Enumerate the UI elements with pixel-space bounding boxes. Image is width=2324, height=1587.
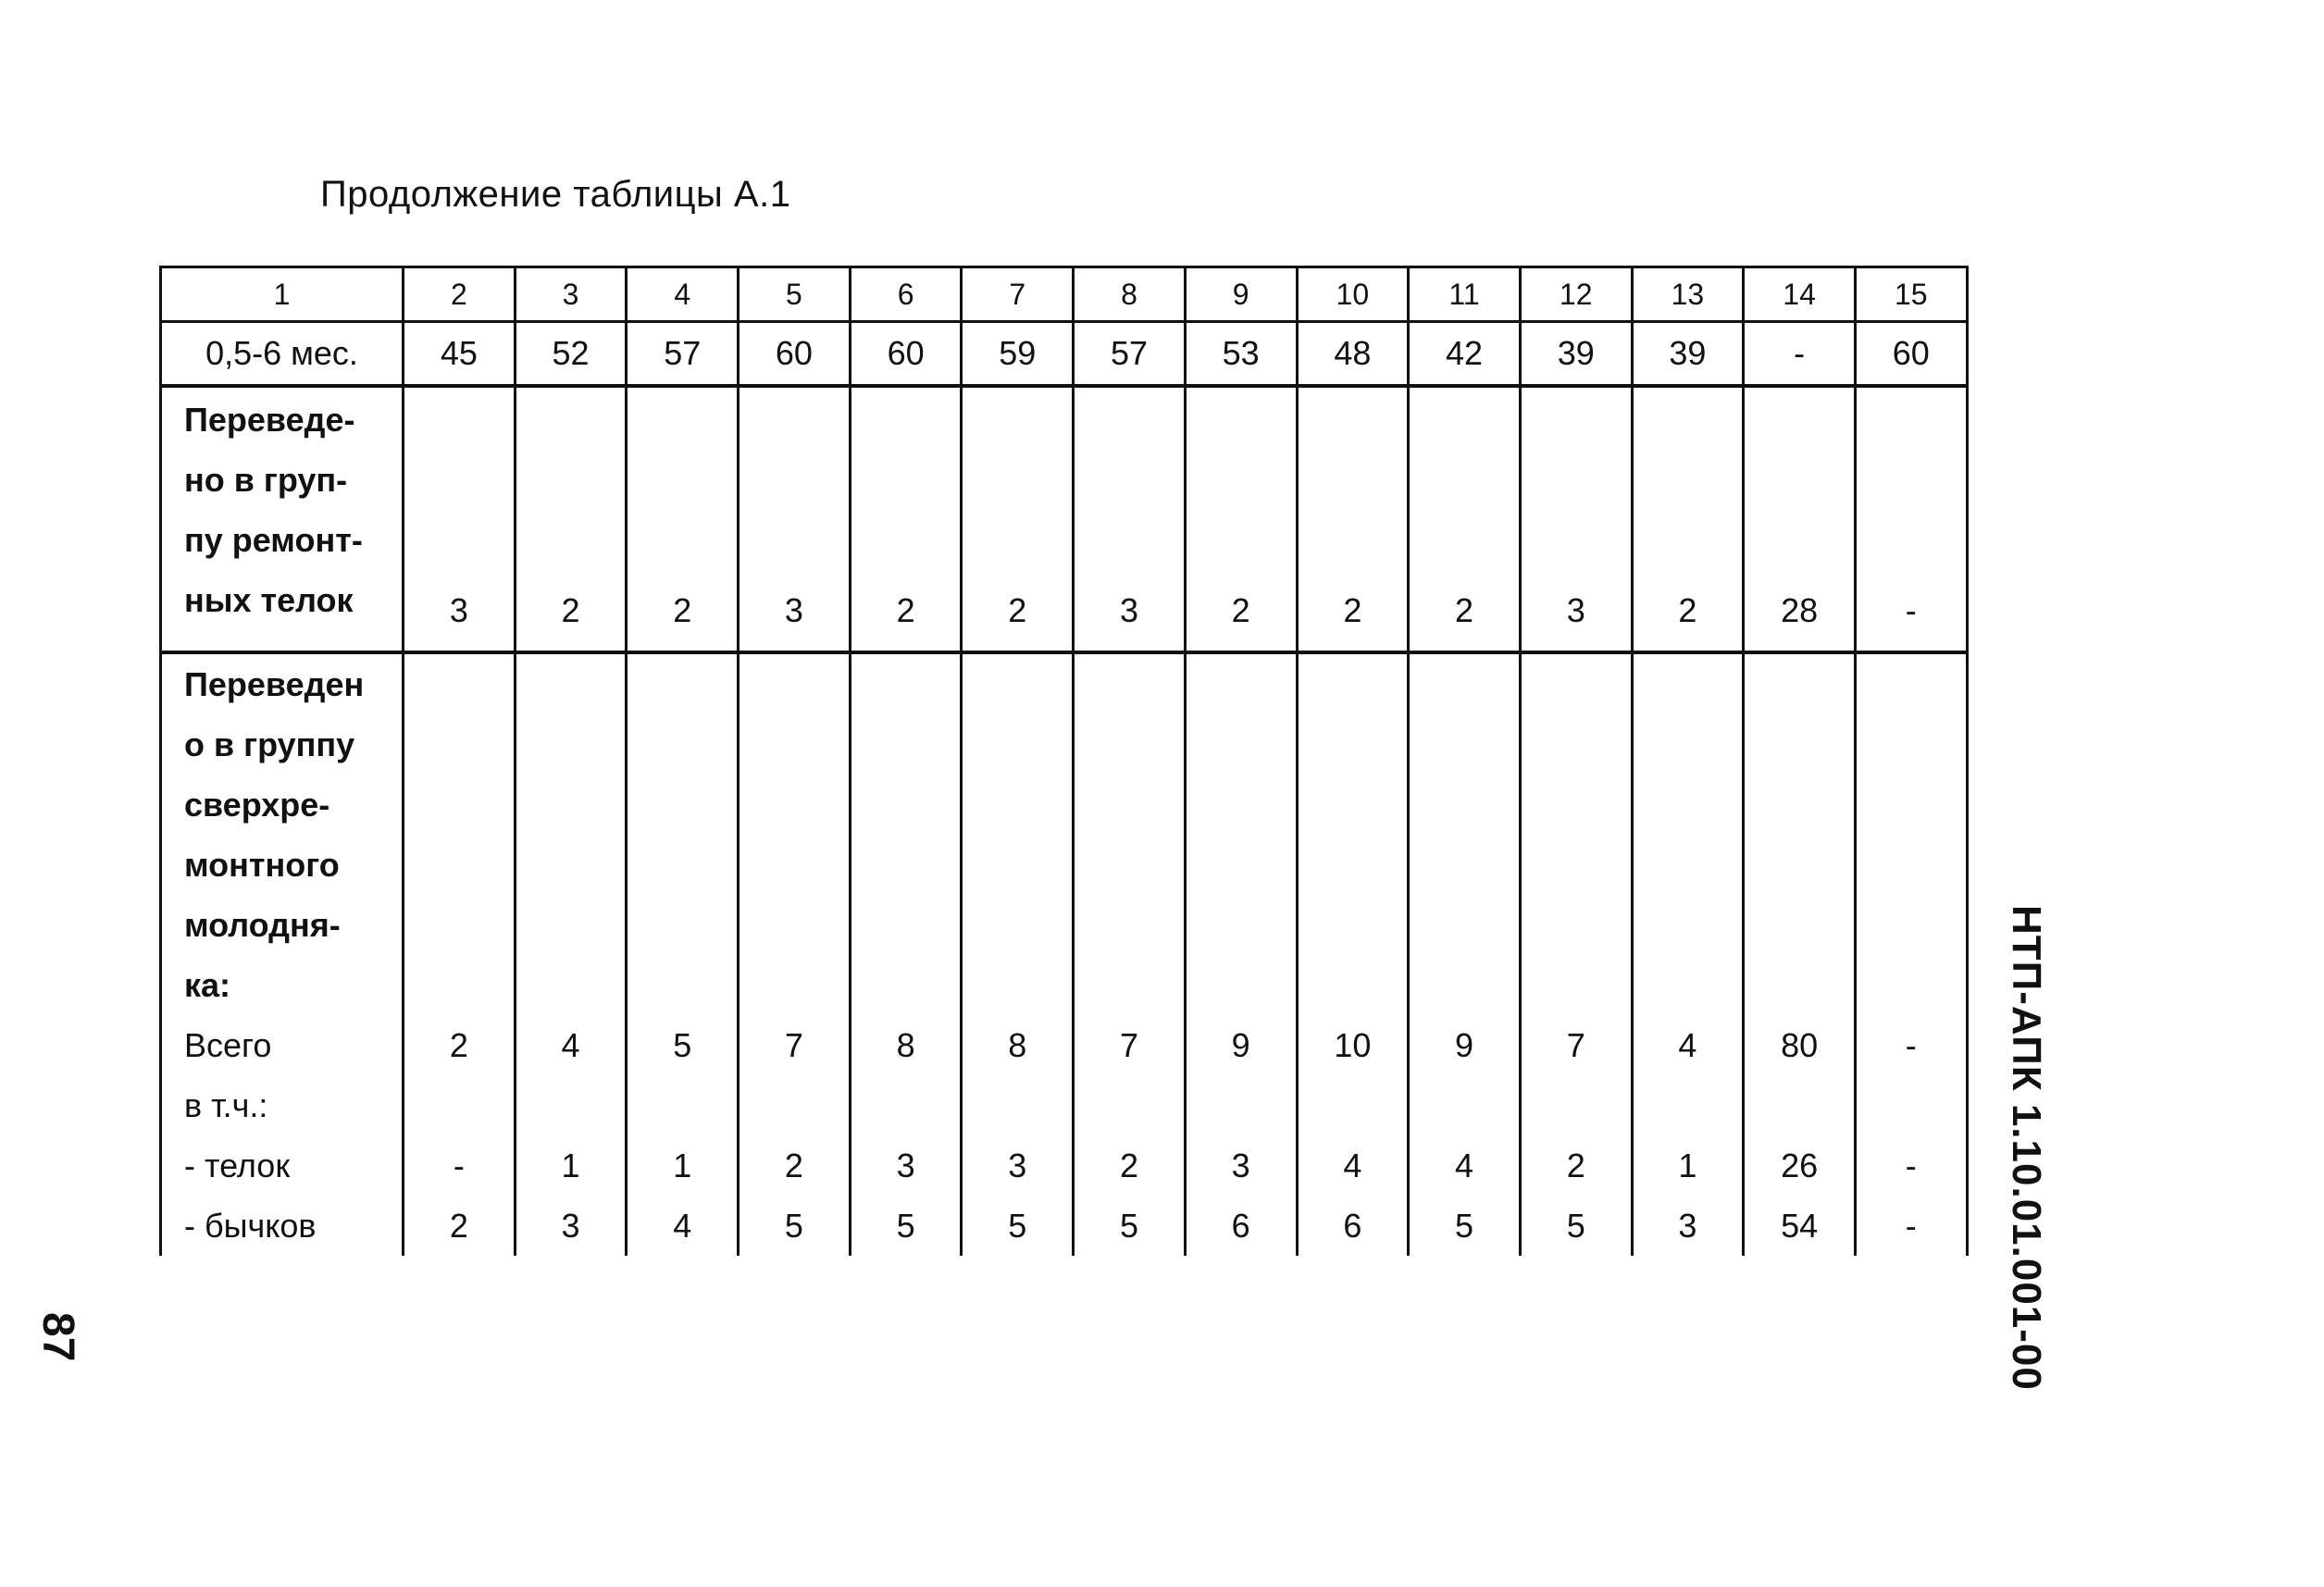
- row-label-line: Переведе-: [184, 401, 355, 439]
- heifers-label: - телок: [184, 1147, 291, 1184]
- table-cell: [1744, 652, 1856, 1256]
- table-cell: [1855, 652, 1967, 1256]
- table-row-heifers-transfer: [161, 386, 1968, 652]
- row-label-line: о в группу: [184, 725, 355, 763]
- bulls-value: 5: [1008, 1207, 1027, 1245]
- row-label-line: ных телок: [184, 581, 354, 619]
- table-cell: [1409, 652, 1521, 1256]
- total-value: 9: [1455, 1026, 1474, 1064]
- table-cell: 2: [515, 386, 627, 652]
- table-cell: 2: [1185, 386, 1297, 652]
- row-label: [161, 386, 404, 652]
- table-row-age: [161, 322, 1968, 387]
- heifers-value: -: [453, 1147, 465, 1184]
- row-label: 0,5-6 мес.: [161, 322, 404, 387]
- table-cell: [515, 652, 627, 1256]
- header-cell: 9: [1185, 267, 1297, 322]
- total-value: 2: [449, 1026, 468, 1064]
- table-cell: 45: [404, 322, 516, 387]
- table-cell: 57: [1074, 322, 1186, 387]
- total-value: 8: [896, 1026, 915, 1064]
- bulls-value: 54: [1781, 1207, 1819, 1245]
- bulls-value: 3: [561, 1207, 580, 1245]
- table-caption: Продолжение таблицы А.1: [320, 174, 791, 215]
- table-cell: [1520, 652, 1632, 1256]
- heifers-value: 3: [896, 1147, 915, 1184]
- heifers-value: 1: [673, 1147, 692, 1184]
- header-cell: 14: [1744, 267, 1856, 322]
- header-cell: 6: [850, 267, 962, 322]
- total-value: 4: [561, 1026, 580, 1064]
- table-cell: 3: [1520, 386, 1632, 652]
- table-cell: [962, 652, 1074, 1256]
- data-table: [159, 266, 1969, 1256]
- heifers-value: -: [1905, 1147, 1917, 1184]
- table-cell: 52: [515, 322, 627, 387]
- table-cell: 53: [1185, 322, 1297, 387]
- heifers-value: 3: [1008, 1147, 1027, 1184]
- heifers-value: 1: [561, 1147, 580, 1184]
- row-label-line: монтного: [184, 846, 340, 884]
- table-cell: 2: [1409, 386, 1521, 652]
- page-number: 87: [33, 1312, 82, 1362]
- bulls-value: 5: [896, 1207, 915, 1245]
- header-cell: 7: [962, 267, 1074, 322]
- total-value: 7: [784, 1026, 803, 1064]
- header-cell: 8: [1074, 267, 1186, 322]
- bulls-value: 3: [1678, 1207, 1697, 1245]
- table-cell: 3: [739, 386, 851, 652]
- table-cell: [404, 652, 516, 1256]
- table-cell: [850, 652, 962, 1256]
- heifers-value: 26: [1781, 1147, 1819, 1184]
- row-label: [161, 652, 404, 1256]
- document-code: НТП-АПК 1.10.01.001-00: [2004, 905, 2049, 1391]
- bulls-value: 5: [1119, 1207, 1138, 1245]
- incl-label: в т.ч.:: [184, 1086, 268, 1124]
- table-cell: 3: [404, 386, 516, 652]
- table-cell: [739, 652, 851, 1256]
- total-value: 7: [1566, 1026, 1585, 1064]
- bulls-value: 5: [1566, 1207, 1585, 1245]
- table-cell: 2: [1297, 386, 1409, 652]
- header-cell: 3: [515, 267, 627, 322]
- heifers-value: 3: [1231, 1147, 1250, 1184]
- heifers-value: 1: [1678, 1147, 1697, 1184]
- header-cell: 4: [627, 267, 739, 322]
- bulls-value: -: [1905, 1207, 1917, 1245]
- table-cell: 60: [850, 322, 962, 387]
- table-cell: 2: [850, 386, 962, 652]
- total-value: -: [1905, 1026, 1917, 1064]
- total-value: 5: [673, 1026, 692, 1064]
- table-cell: [1297, 652, 1409, 1256]
- header-cell: 13: [1632, 267, 1744, 322]
- table-cell: 60: [1855, 322, 1967, 387]
- table-cell: [627, 652, 739, 1256]
- table-cell: 42: [1409, 322, 1521, 387]
- total-value: 4: [1678, 1026, 1697, 1064]
- total-value: 10: [1334, 1026, 1372, 1064]
- bulls-value: 2: [449, 1207, 468, 1245]
- total-label: Всего: [184, 1026, 272, 1064]
- header-cell: 11: [1409, 267, 1521, 322]
- table-row-young-transfer: [161, 652, 1968, 1256]
- header-cell: 15: [1855, 267, 1967, 322]
- bulls-value: 5: [784, 1207, 803, 1245]
- table-cell: 60: [739, 322, 851, 387]
- total-value: 8: [1008, 1026, 1027, 1064]
- table-cell: -: [1744, 322, 1856, 387]
- header-row: [161, 267, 1968, 322]
- table-cell: 3: [1074, 386, 1186, 652]
- table-cell: 2: [1632, 386, 1744, 652]
- total-value: 80: [1781, 1026, 1819, 1064]
- header-cell: 12: [1520, 267, 1632, 322]
- table-cell: 2: [962, 386, 1074, 652]
- table-cell: 28: [1744, 386, 1856, 652]
- row-label-line: пу ремонт-: [184, 521, 363, 559]
- table-cell: 59: [962, 322, 1074, 387]
- table-cell: -: [1855, 386, 1967, 652]
- total-value: 9: [1231, 1026, 1250, 1064]
- heifers-value: 4: [1343, 1147, 1362, 1184]
- heifers-value: 2: [1566, 1147, 1585, 1184]
- row-label-line: Переведен: [184, 665, 365, 703]
- table-cell: 39: [1632, 322, 1744, 387]
- total-value: 7: [1119, 1026, 1138, 1064]
- header-cell: 5: [739, 267, 851, 322]
- table-cell: 48: [1297, 322, 1409, 387]
- table-cell: 39: [1520, 322, 1632, 387]
- table-cell: [1632, 652, 1744, 1256]
- bulls-label: - бычков: [184, 1207, 317, 1245]
- bulls-value: 6: [1343, 1207, 1362, 1245]
- bulls-value: 5: [1455, 1207, 1474, 1245]
- heifers-value: 2: [784, 1147, 803, 1184]
- header-cell: 2: [404, 267, 516, 322]
- row-label-line: ка:: [184, 966, 231, 1004]
- row-label-line: но в груп-: [184, 461, 348, 499]
- bulls-value: 6: [1231, 1207, 1250, 1245]
- table-cell: [1185, 652, 1297, 1256]
- row-label-line: сверхре-: [184, 786, 330, 824]
- table-cell: 2: [627, 386, 739, 652]
- header-cell: 1: [161, 267, 404, 322]
- table-cell: [1074, 652, 1186, 1256]
- heifers-value: 4: [1455, 1147, 1474, 1184]
- table-cell: 57: [627, 322, 739, 387]
- heifers-value: 2: [1119, 1147, 1138, 1184]
- header-cell: 10: [1297, 267, 1409, 322]
- row-label-line: молодня-: [184, 906, 341, 944]
- bulls-value: 4: [673, 1207, 692, 1245]
